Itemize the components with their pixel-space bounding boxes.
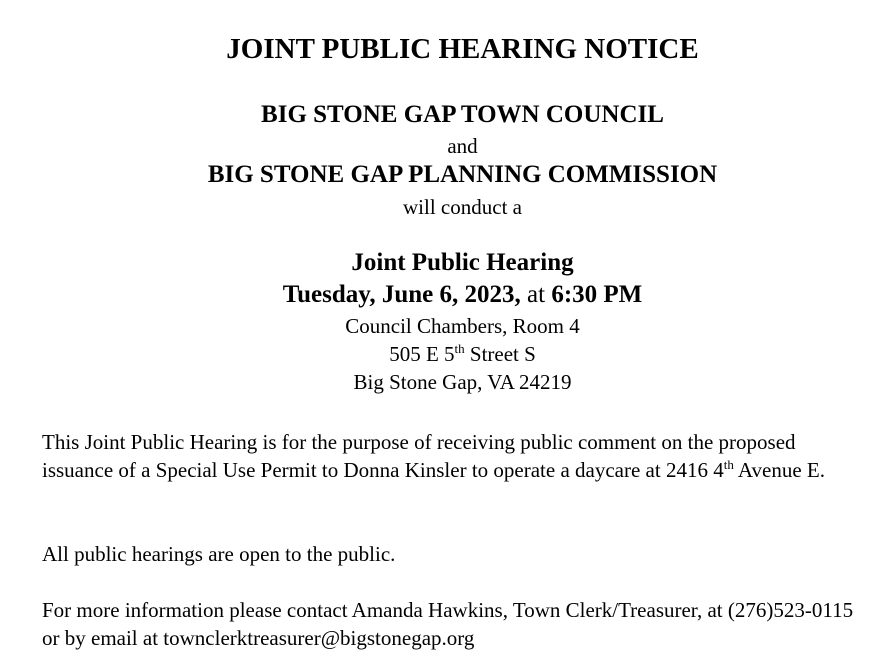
address-suffix: Street S	[464, 342, 536, 366]
address-superscript: th	[454, 341, 465, 356]
event-date: Tuesday, June 6, 2023,	[282, 281, 521, 308]
conjunction-text: and	[447, 134, 478, 158]
notice-title: JOINT PUBLIC HEARING NOTICE	[226, 33, 699, 65]
event-time: 6:30 PM	[551, 281, 643, 308]
will-conduct-text: will conduct a	[403, 195, 522, 219]
town-council-heading: BIG STONE GAP TOWN COUNCIL	[261, 101, 664, 128]
event-address	[0, 340, 881, 368]
event-title: Joint Public Hearing	[351, 249, 574, 276]
address-prefix: 505 E 5	[389, 342, 455, 366]
contact-paragraph: For more information please contact Amanda Hawkins, Town Clerk/Treasurer, at (276)523-0115 or by email at townclerktreasurer@bigstonegap.org	[42, 598, 854, 650]
purpose-paragraph	[42, 428, 862, 484]
purpose-superscript: th	[723, 457, 734, 472]
event-datetime	[0, 280, 881, 310]
purpose-end: Avenue E.	[733, 458, 825, 482]
event-at: at	[520, 281, 552, 308]
open-hearings-paragraph: All public hearings are open to the public.	[42, 542, 396, 566]
planning-commission-heading: BIG STONE GAP PLANNING COMMISSION	[207, 161, 718, 188]
event-location: Council Chambers, Room 4	[345, 314, 580, 338]
purpose-text: This Joint Public Hearing is for the purpose of receiving public comment on the proposed issuance of a Special Use Permit to Donna Kinsler to operate a daycare at 2416 4	[42, 430, 796, 482]
event-city: Big Stone Gap, VA 24219	[353, 370, 572, 394]
